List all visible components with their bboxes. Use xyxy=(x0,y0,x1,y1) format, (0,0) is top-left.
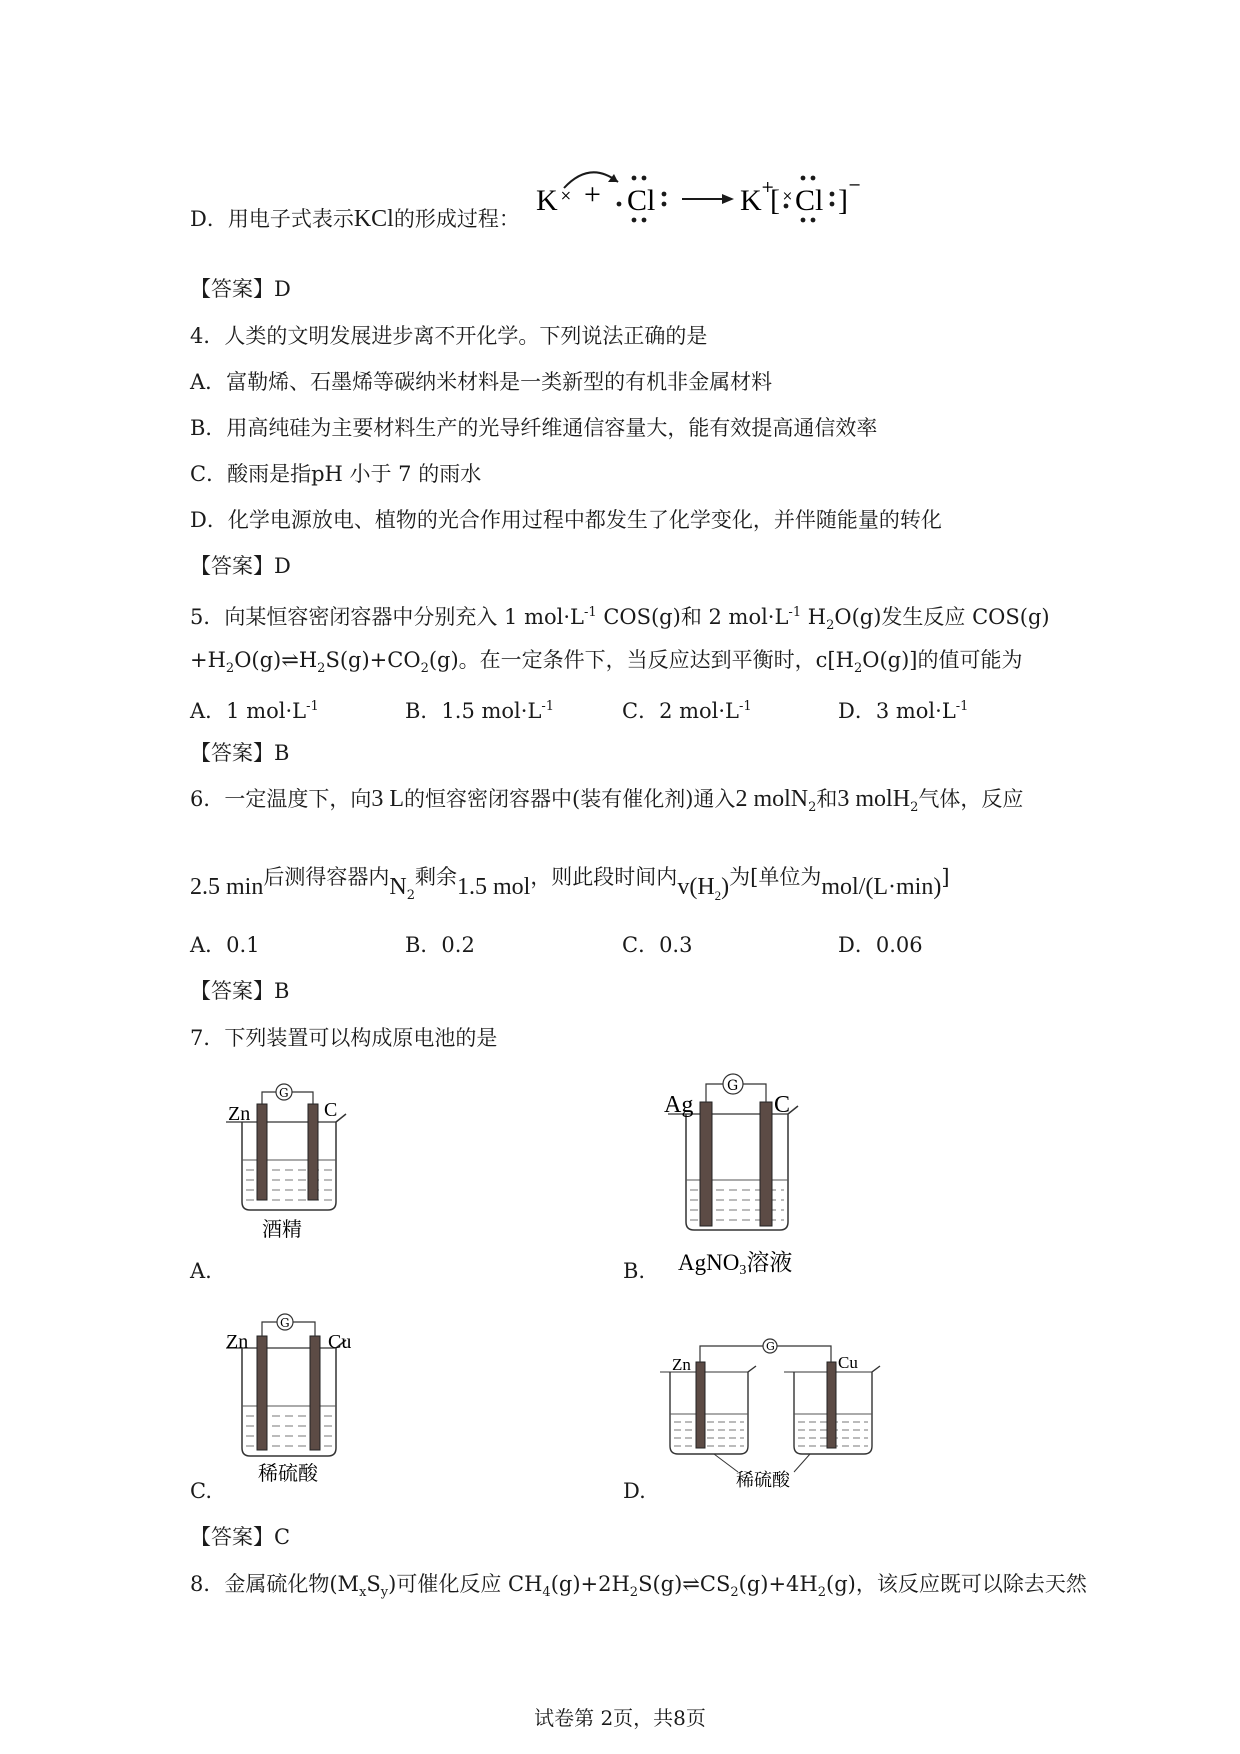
eq-cross-2: × xyxy=(782,189,793,204)
q8-sub: 2 xyxy=(730,1585,739,1601)
kcl-electron-formula-svg xyxy=(530,160,890,230)
solution-label: 酒精 xyxy=(262,1217,302,1241)
q3-option-d xyxy=(190,204,520,234)
electrode-left xyxy=(696,1362,705,1448)
q3-option-d-text: D．用电子式表示 xyxy=(190,207,354,231)
electrode-left-label: Zn xyxy=(672,1355,691,1374)
electrode-right xyxy=(310,1336,320,1450)
q8-sub: 2 xyxy=(817,1585,827,1601)
q5-option-d-sup: -1 xyxy=(955,699,969,714)
q8-stem xyxy=(190,1569,1087,1608)
q6-sub: 2 xyxy=(808,800,817,816)
q8-sub: y xyxy=(380,1585,389,1601)
q6-text: 剩余 xyxy=(414,865,457,889)
eq-dot xyxy=(617,202,622,207)
q8-sub: x xyxy=(359,1585,367,1601)
eq-k-charge: + xyxy=(761,177,775,196)
wire-left xyxy=(706,1084,723,1102)
eq-arrow-head xyxy=(608,174,618,182)
q6-text: 6．一定温度下，向 xyxy=(190,787,372,811)
q6-sub: 2 xyxy=(406,888,415,904)
q5-sub: 2 xyxy=(317,661,326,677)
electrode-right xyxy=(827,1362,836,1448)
q5-option-d-text: D．3 mol·L xyxy=(838,699,956,723)
galvanometer-label: G xyxy=(727,1078,739,1094)
q7-stem: 7．下列装置可以构成原电池的是 xyxy=(190,1026,498,1050)
q5-text: 5．向某恒容密闭容器中分别充入 1 mol·L xyxy=(190,605,584,629)
electrode-right xyxy=(760,1102,772,1226)
electrode-right-label: Cu xyxy=(838,1353,858,1372)
eq-dot xyxy=(811,176,816,181)
eq-bracket-right: ] xyxy=(838,184,848,217)
q6-stem-line1 xyxy=(190,784,1023,823)
eq-reaction-arrow-head xyxy=(722,194,734,204)
q5-option-d xyxy=(838,692,968,726)
wire-right xyxy=(743,1084,766,1102)
q5-option-a-text: A．1 mol·L xyxy=(190,699,307,723)
q5-sub: 2 xyxy=(826,618,835,634)
q6-text: 后测得容器内 xyxy=(263,865,390,889)
q5-sub: 2 xyxy=(853,661,863,677)
eq-bracket-left: [ xyxy=(770,184,780,217)
wire-left xyxy=(262,1322,277,1336)
electrode-left-label: Zn xyxy=(228,1103,251,1125)
eq-dot xyxy=(801,176,806,181)
q5-text: COS(g)和 2 mol·L xyxy=(596,605,789,629)
wire-right xyxy=(777,1346,831,1362)
leader-line-left xyxy=(714,1454,738,1472)
solution-label: 稀硫酸 xyxy=(736,1470,790,1491)
q5-text: O(g)⇌H xyxy=(234,648,318,672)
q7-option-c-label: C. xyxy=(190,1479,212,1503)
q6-n2b: N xyxy=(389,874,407,900)
wire-left xyxy=(262,1092,276,1104)
q5-text: O(g)]的值可能为 xyxy=(862,648,1023,672)
q5-option-a xyxy=(190,692,319,726)
q6-option-a: A．0.1 xyxy=(190,933,260,957)
q8-text: S(g)⇌CS xyxy=(638,1572,731,1596)
eq-dot xyxy=(632,218,637,223)
kcl-electron-formula xyxy=(530,160,890,230)
q3-option-d-suffix: 的形成过程： xyxy=(393,207,520,231)
q6-sub: 2 xyxy=(910,800,919,816)
q5-stem-line2 xyxy=(190,645,1022,684)
q6-rate: $v(H_2)$ xyxy=(677,874,730,903)
electrode-right-label: Cu xyxy=(328,1331,352,1353)
q3-option-d-formula: KCl xyxy=(353,206,394,232)
solution-label: 稀硫酸 xyxy=(258,1461,318,1485)
q6-option-d: D．0.06 xyxy=(838,933,923,957)
q5-option-b-text: B．1.5 mol·L xyxy=(405,699,542,723)
q6-option-b: B．0.2 xyxy=(405,933,475,957)
galvanometer-label: G xyxy=(766,1340,775,1353)
galvanometer-label: G xyxy=(280,1316,290,1330)
electrode-left xyxy=(700,1102,712,1226)
q6-stem-line2 xyxy=(190,862,950,904)
q5-stem-line1 xyxy=(190,598,1050,641)
q7-diagram-a xyxy=(222,1082,362,1242)
page-footer: 试卷第 2页，共8页 xyxy=(534,1706,706,1730)
q6-n2: 2 molN xyxy=(735,786,809,812)
eq-cl-2: Cl xyxy=(795,184,824,217)
q4-option-c: C．酸雨是指pH 小于 7 的雨水 xyxy=(190,462,482,486)
q6-text: ] xyxy=(941,865,950,889)
q8-sub: 2 xyxy=(629,1585,639,1601)
q5-text: S(g)+CO xyxy=(325,648,421,672)
q5-sub: 2 xyxy=(420,661,429,677)
eq-k: K xyxy=(536,184,558,217)
q4-stem: 4．人类的文明发展进步离不开化学。下列说法正确的是 xyxy=(190,324,708,348)
q7-diagram-c xyxy=(222,1308,372,1488)
eq-dot xyxy=(642,176,647,181)
eq-cl-charge: − xyxy=(848,175,862,194)
q4-option-d: D．化学电源放电、植物的光合作用过程中都发生了化学变化，并伴随能量的转化 xyxy=(190,508,942,532)
q8-text: (g)+4H xyxy=(738,1572,818,1596)
leader-line-right xyxy=(794,1454,810,1472)
q5-sup: -1 xyxy=(583,605,597,620)
q6-h2: 3 molH xyxy=(837,786,911,812)
q6-volume: 3 L xyxy=(371,786,405,812)
eq-dot xyxy=(811,218,816,223)
q6-time: 2.5 min xyxy=(190,874,264,900)
q4-option-a: A．富勒烯、石墨烯等碳纳米材料是一类新型的有机非金属材料 xyxy=(190,370,773,394)
q6-remaining: 1.5 mol xyxy=(456,874,531,900)
eq-k-ion: K xyxy=(740,184,762,217)
q7-diagram-b xyxy=(660,1062,820,1282)
q5-option-a-sup: -1 xyxy=(306,699,319,714)
q8-text: (g)+2H xyxy=(550,1572,630,1596)
electrode-right xyxy=(308,1104,318,1200)
q5-sub: 2 xyxy=(225,661,235,677)
eq-cl: Cl xyxy=(627,184,656,217)
electrode-left-label: Ag xyxy=(664,1092,694,1118)
wire-right xyxy=(293,1322,315,1336)
eq-dot xyxy=(784,204,789,209)
wire-right xyxy=(292,1092,313,1104)
eq-dot xyxy=(632,176,637,181)
q5-option-c-text: C．2 mol·L xyxy=(622,699,739,723)
q8-text: 8．金属硫化物(M xyxy=(190,1572,360,1596)
q6-rate-v: v xyxy=(677,874,690,900)
q6-text: 为[单位为 xyxy=(729,865,822,889)
eq-dot xyxy=(830,202,835,207)
q6-unit: mol/(L·min) xyxy=(821,874,942,900)
q6-text: 气体，反应 xyxy=(918,787,1024,811)
galvanometer-label: G xyxy=(279,1086,289,1100)
solution-formula: AgNO xyxy=(678,1250,740,1275)
beaker-left-outline xyxy=(670,1366,756,1454)
q8-text: )可催化反应 CH xyxy=(388,1572,543,1596)
q5-answer: 【答案】B xyxy=(190,741,290,765)
liquid-left-hatching xyxy=(674,1422,744,1446)
q5-option-b xyxy=(405,692,554,726)
electrode-left-label: Zn xyxy=(226,1331,249,1353)
q6-text: ，则此段时间内 xyxy=(530,865,678,889)
electrode-left xyxy=(257,1336,267,1450)
eq-dot xyxy=(662,192,667,197)
q6-rate-sub: 2 xyxy=(714,887,722,903)
q3-answer: 【答案】D xyxy=(190,277,291,301)
q8-text: (g)，该反应既可以除去天然 xyxy=(826,1572,1087,1596)
q6-rate-h: H xyxy=(697,874,715,900)
q4-answer: 【答案】D xyxy=(190,554,291,578)
eq-dot xyxy=(830,192,835,197)
q5-text: (g)。在一定条件下，当反应达到平衡时，c[H xyxy=(428,648,854,672)
q8-sub: 4 xyxy=(542,1585,551,1601)
q5-text: O(g)发生反应 COS(g) xyxy=(834,605,1050,629)
q6-option-c: C．0.3 xyxy=(622,933,693,957)
q5-option-b-sup: -1 xyxy=(541,699,555,714)
q7-answer: 【答案】C xyxy=(190,1525,291,1549)
q5-sup: -1 xyxy=(788,605,802,620)
wire-left xyxy=(700,1346,763,1362)
eq-k-cross: × xyxy=(560,188,572,204)
eq-dot xyxy=(662,202,667,207)
beaker-right-outline xyxy=(794,1366,880,1454)
q6-text: 和 xyxy=(816,787,838,811)
q7-option-d-label: D. xyxy=(623,1479,646,1503)
solution-suffix: 溶液 xyxy=(746,1250,793,1275)
q5-text: H xyxy=(801,605,827,629)
q4-option-b: B．用高纯硅为主要材料生产的光导纤维通信容量大，能有效提高通信效率 xyxy=(190,416,878,440)
solution-label xyxy=(678,1250,792,1278)
q8-text: S xyxy=(366,1572,381,1596)
solution-formula-sub: 3 xyxy=(739,1263,747,1278)
q6-text: 的恒容密闭容器中(装有催化剂)通入 xyxy=(404,787,736,811)
q5-option-c xyxy=(622,692,752,726)
q7-option-b-label: B. xyxy=(623,1259,646,1283)
q7-diagram-d xyxy=(660,1326,890,1496)
q5-option-c-sup: -1 xyxy=(739,699,752,714)
electrode-left xyxy=(257,1104,267,1200)
electrode-right-label: C xyxy=(324,1099,338,1121)
eq-dot xyxy=(642,218,647,223)
q7-option-a-label: A. xyxy=(190,1259,212,1283)
eq-plus: + xyxy=(584,178,601,211)
q6-answer: 【答案】B xyxy=(190,979,290,1003)
q5-text: +H xyxy=(190,648,226,672)
electrode-right-label: C xyxy=(774,1092,791,1118)
eq-dot xyxy=(801,218,806,223)
